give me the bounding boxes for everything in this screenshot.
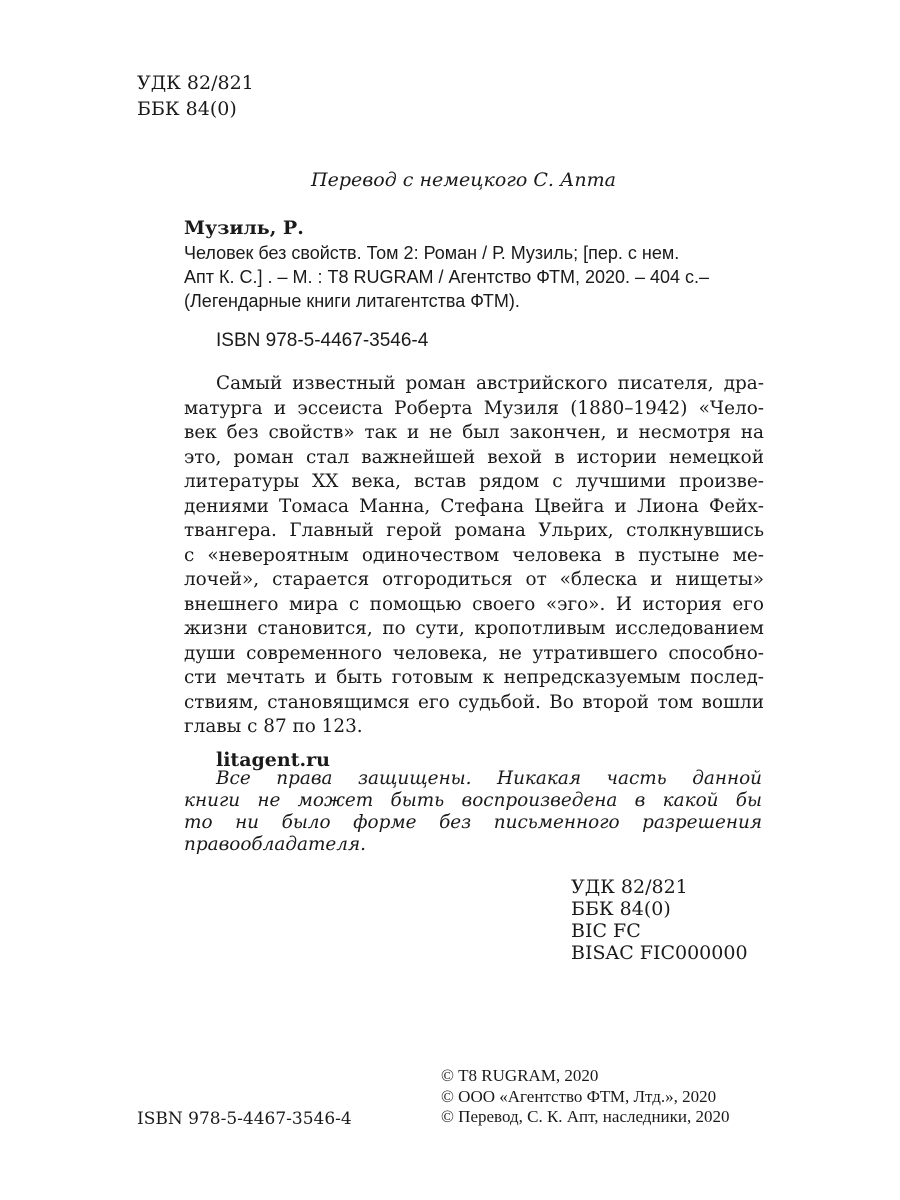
copyright-block: [441, 1066, 730, 1128]
translator-credit: Перевод с немецкого С. Апта: [311, 169, 616, 191]
biblio-line: Человек без свойств. Том 2: Роман / Р. Музиль; [пер. с нем.: [184, 243, 680, 263]
isbn-bottom: ISBN 978-5-4467-3546-4: [137, 1109, 352, 1129]
udk-code: УДК 82/821: [137, 72, 254, 94]
copyright-line: © Перевод, С. К. Апт, наследники, 2020: [441, 1107, 730, 1126]
rights-notice: [184, 768, 762, 856]
annotation-line: дениями Томаса Манна, Стефана Цвейга и Лиона Фейх-: [184, 495, 764, 517]
bottom-classification-block: [571, 876, 748, 964]
annotation-line: твангера. Главный герой романа Ульрих, столкнувшись: [184, 520, 764, 541]
annotation-line: жизни становится, по сути, кропотливым исследованием: [184, 618, 764, 639]
biblio-line: (Легендарные книги литагентства ФТМ).: [184, 291, 520, 311]
annotation-line: это, роман стал важнейшей вехой в истории немецкой: [184, 446, 764, 468]
annotation-line: ствиям, становящимся его судьбой. Во второй том вошли: [184, 691, 764, 713]
annotation-paragraph: [184, 372, 764, 740]
bic-code: BIC FC: [571, 920, 641, 942]
publisher-site: litagent.ru: [216, 749, 330, 771]
bbk-code: ББК 84(0): [137, 98, 237, 120]
bbk-code: ББК 84(0): [571, 898, 671, 920]
author-heading: Музиль, Р.: [184, 217, 304, 239]
annotation-line: главы с 87 по 123.: [184, 716, 363, 737]
bibliographic-description: [184, 241, 774, 313]
annotation-line: внешнего мира с помощью своего «эго». И история его: [184, 593, 764, 615]
rights-line: книги не может быть воспроизведена в какой бы: [184, 790, 762, 811]
annotation-line: с «невероятным одиночеством человека в пустыне ме-: [184, 544, 764, 566]
copyright-line: © Т8 RUGRAM, 2020: [441, 1066, 599, 1085]
annotation-line: сти мечтать и быть готовым к непредсказуемым послед-: [184, 667, 764, 688]
rights-line: то ни было форме без письменного разрешения: [184, 812, 762, 833]
annotation-line: души современного человека, не утратившего способно-: [184, 642, 764, 664]
annotation-line: матурга и эссеиста Роберта Музиля (1880–1942) «Чело-: [184, 397, 764, 419]
bisac-code: BISAC FIC000000: [571, 942, 748, 964]
biblio-line: Апт К. С.] . – М. : Т8 RUGRAM / Агентство ФТМ, 2020. – 404 с.–: [184, 267, 710, 287]
rights-line: правообладателя.: [184, 834, 367, 855]
udk-code: УДК 82/821: [571, 876, 688, 898]
isbn-main: ISBN 978-5-4467-3546-4: [216, 330, 429, 351]
top-classification-block: [137, 70, 254, 122]
annotation-line: Самый известный роман австрийского писателя, дра-: [216, 373, 764, 394]
annotation-line: литературы XX века, встав рядом с лучшими произве-: [184, 471, 764, 492]
annotation-line: лочей», старается отгородиться от «блеска и нищеты»: [184, 569, 764, 590]
rights-line: Все права защищены. Никакая часть данной: [216, 768, 762, 789]
copyright-line: © ООО «Агентство ФТМ, Лтд.», 2020: [441, 1086, 717, 1106]
annotation-line: век без свойств» так и не был закончен, и несмотря на: [184, 422, 764, 443]
